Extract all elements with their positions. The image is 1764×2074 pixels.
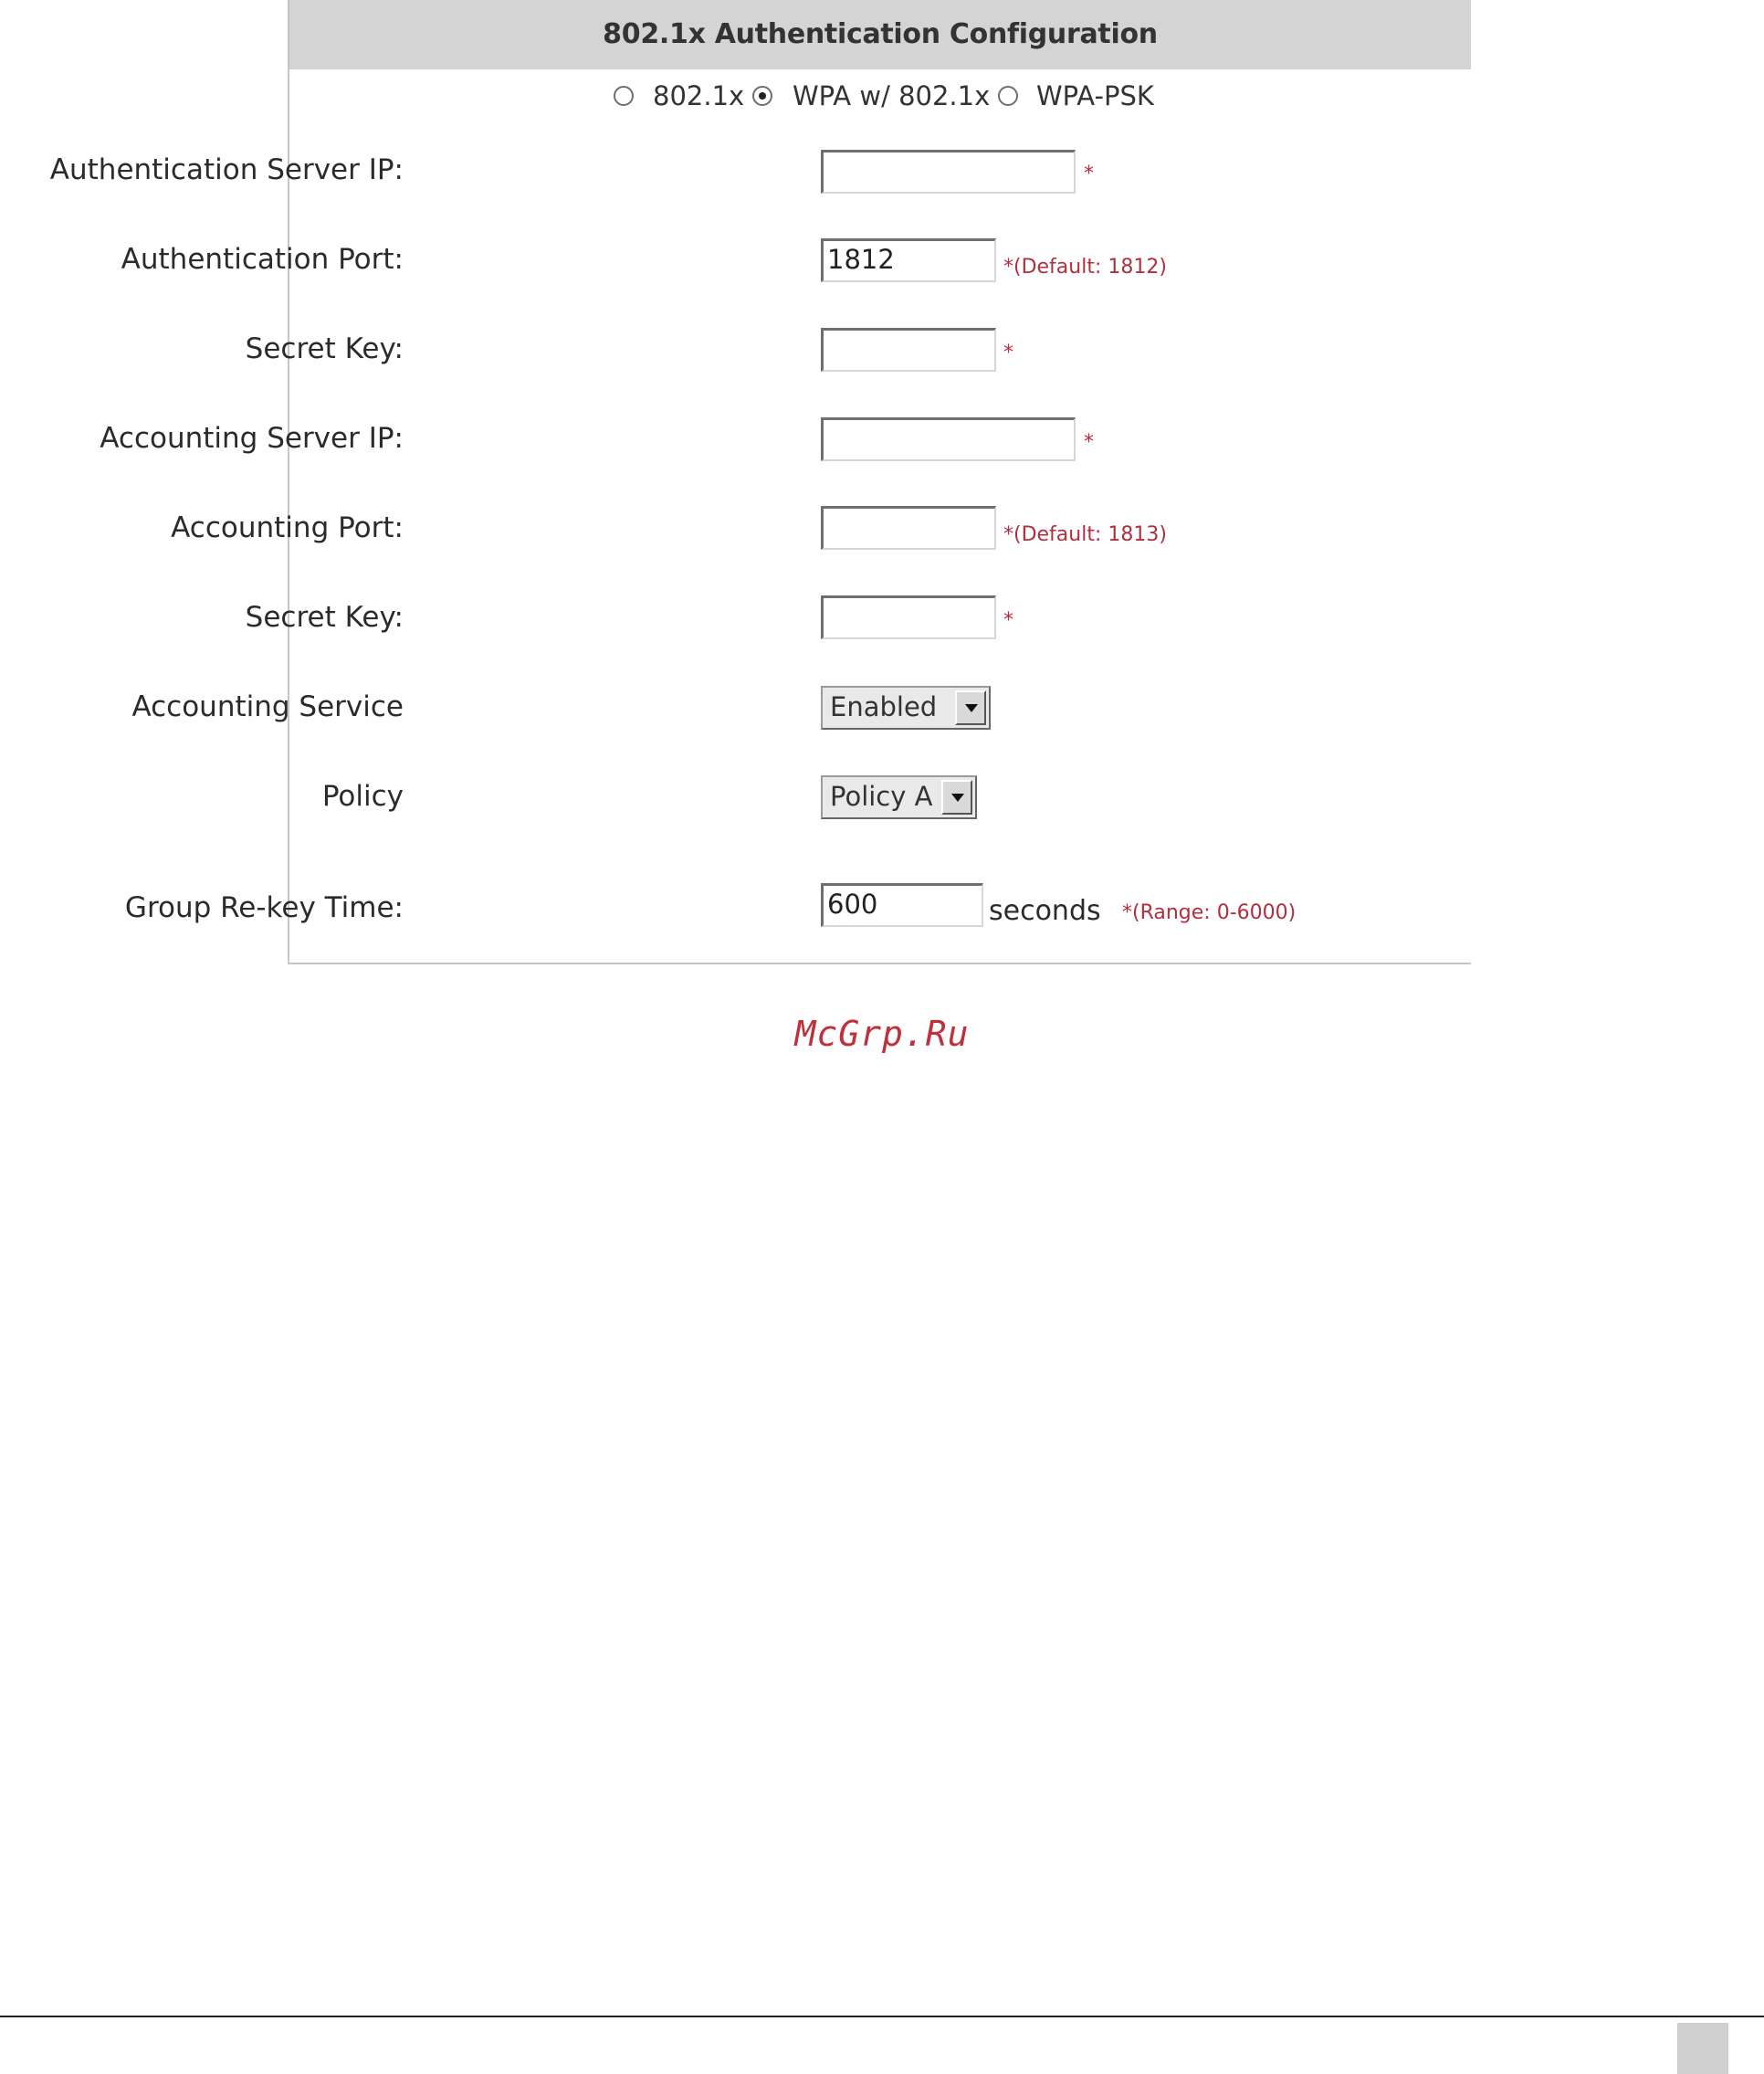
acct-service-select[interactable] — [821, 686, 991, 730]
acct-secret-key-required: * — [1003, 609, 1013, 632]
chevron-down-icon[interactable] — [941, 780, 972, 815]
acct-server-ip-required: * — [1084, 431, 1094, 454]
group-rekey-time-label: Group Re-key Time: — [124, 891, 404, 924]
auth-mode-group — [289, 77, 1471, 122]
auth-server-ip-label: Authentication Server IP: — [49, 153, 404, 186]
chevron-down-icon[interactable] — [955, 690, 986, 725]
radio-8021x[interactable] — [614, 86, 634, 106]
page-number-box — [1677, 2023, 1728, 2074]
policy-select[interactable] — [821, 775, 977, 819]
footer-divider — [0, 2016, 1764, 2017]
auth-port-label: Authentication Port: — [121, 243, 404, 276]
watermark-text: McGrp.Ru — [794, 1014, 970, 1054]
policy-label: Policy — [321, 780, 404, 813]
acct-port-label: Accounting Port: — [171, 511, 404, 544]
auth-secret-key-required: * — [1003, 342, 1013, 364]
auth-secret-key-input[interactable] — [821, 328, 996, 372]
group-rekey-time-input[interactable]: 600 — [821, 883, 983, 927]
panel-title: 802.1x Authentication Configuration — [289, 0, 1471, 69]
acct-secret-key-label: Secret Key: — [245, 601, 404, 634]
acct-port-default-note: *(Default: 1813) — [1003, 523, 1167, 546]
acct-service-selected: Enabled — [830, 691, 938, 722]
auth-port-input[interactable]: 1812 — [821, 238, 996, 282]
rekey-range-note: *(Range: 0-6000) — [1122, 901, 1297, 924]
auth-port-default-note: *(Default: 1812) — [1003, 256, 1167, 279]
auth-config-panel — [49, 0, 1471, 964]
acct-server-ip-label: Accounting Server IP: — [100, 422, 404, 455]
acct-secret-key-input[interactable] — [821, 595, 996, 639]
radio-8021x-label[interactable]: 802.1x — [653, 80, 745, 111]
auth-server-ip-input[interactable] — [821, 150, 1076, 194]
acct-port-input[interactable] — [821, 506, 996, 550]
radio-wpa-psk-label[interactable]: WPA-PSK — [1036, 80, 1154, 111]
auth-secret-key-label: Secret Key: — [245, 332, 404, 365]
acct-service-label: Accounting Service — [131, 690, 404, 723]
radio-wpa-psk[interactable] — [998, 86, 1018, 106]
policy-selected: Policy A — [830, 781, 933, 812]
acct-server-ip-input[interactable] — [821, 417, 1076, 461]
auth-server-ip-required: * — [1084, 163, 1094, 185]
radio-wpa-8021x[interactable] — [752, 86, 772, 106]
rekey-unit: seconds — [989, 895, 1101, 927]
radio-wpa-8021x-label[interactable]: WPA w/ 802.1x — [793, 80, 991, 111]
